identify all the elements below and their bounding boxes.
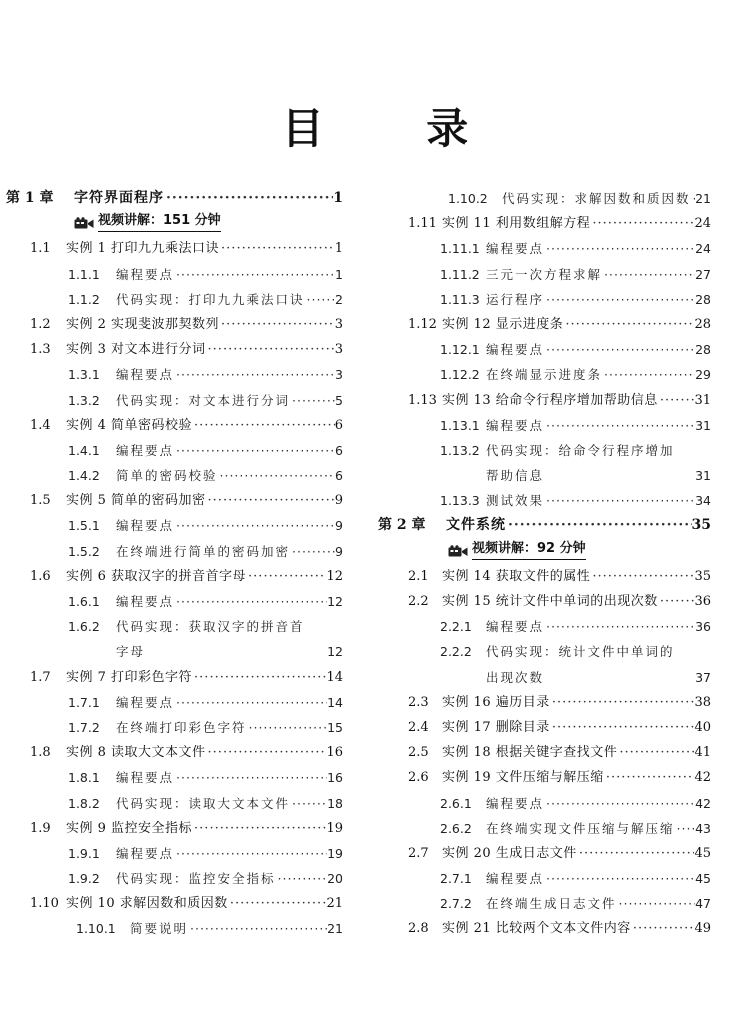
toc-entry-title: 实例 14 获取文件的属性 [442, 568, 591, 584]
toc-entry-number: 2.6 [408, 770, 429, 786]
toc-entry-title: 编程要点 [116, 266, 175, 282]
toc-entry-title: 实例 3 对文本进行分词 [66, 342, 206, 358]
toc-entry-title: 编程要点 [116, 442, 175, 458]
toc-page-number: 1 [333, 190, 343, 206]
toc-dot-leader [164, 186, 333, 211]
toc-subsection-entry[interactable] [378, 791, 711, 816]
toc-page-number: 29 [695, 367, 711, 383]
toc-entry-number: 1.7.2 [68, 719, 100, 735]
toc-entry-title: 实例 9 监控安全指标 [66, 820, 193, 836]
toc-entry-number: 1.11 [408, 216, 437, 232]
toc-entry-title: 编程要点 [116, 367, 175, 383]
toc-section-entry[interactable] [6, 564, 343, 589]
toc-dot-leader [219, 312, 335, 337]
toc-entry-number: 1.11.2 [440, 266, 480, 282]
toc-subsection-entry[interactable] [6, 513, 343, 538]
toc-subsection-entry[interactable] [6, 715, 343, 740]
toc-section-entry[interactable] [6, 665, 343, 690]
video-camera-icon [448, 545, 468, 558]
video-lecture-label: 视频讲解：92 分钟 [472, 539, 586, 560]
toc-page-number: 24 [695, 241, 711, 257]
toc-dot-leader [246, 564, 326, 589]
toc-entry-number: 2.2.1 [440, 619, 472, 635]
toc-dot-leader [276, 866, 328, 891]
toc-entry-number: 1.13.2 [440, 442, 480, 458]
toc-section-entry[interactable] [378, 312, 711, 337]
toc-entry-number: 1.5.2 [68, 543, 100, 559]
toc-page-number: 42 [695, 795, 711, 811]
toc-entry-title: 实例 11 利用数组解方程 [442, 216, 591, 232]
toc-dot-leader [658, 388, 695, 413]
toc-entry-title: 代码实现：给命令行程序增加 [486, 442, 675, 458]
toc-page-number: 43 [695, 820, 711, 836]
toc-subsection-entry[interactable] [378, 186, 711, 211]
toc-page-number: 9 [334, 493, 343, 509]
toc-page-number: 5 [335, 392, 343, 408]
toc-entry-title: 实例 10 求解因数和质因数 [66, 896, 228, 912]
toc-page-number: 3 [334, 342, 343, 358]
toc-page-number: 21 [326, 896, 343, 912]
toc-section-entry[interactable] [6, 891, 343, 916]
toc-dot-leader [675, 816, 696, 841]
video-camera-icon [74, 217, 94, 230]
page-title: 目 录 [281, 104, 513, 153]
toc-dot-leader [290, 791, 327, 816]
toc-dot-leader [604, 765, 695, 790]
toc-entry-number: 1.3.2 [68, 392, 100, 408]
toc-page-number: 18 [327, 795, 343, 811]
toc-entry-number: 2.2 [408, 594, 429, 609]
toc-entry-number: 2.7.2 [440, 896, 472, 912]
toc-dot-leader [145, 639, 327, 664]
toc-entry-number: 1.8.1 [68, 770, 100, 786]
toc-page-number: 6 [334, 417, 343, 433]
toc-entry-number: 2.5 [408, 745, 429, 761]
toc-subsection-entry[interactable] [378, 891, 711, 916]
toc-dot-leader [631, 916, 695, 941]
toc-entry-number: 1.6.1 [68, 594, 100, 609]
video-lecture-label: 视频讲解：151 分钟 [98, 211, 221, 232]
toc-dot-leader [544, 488, 695, 513]
toc-entry-number: 2.6.1 [440, 795, 472, 811]
toc-entry-title: 实例 20 生成日志文件 [442, 845, 577, 861]
toc-dot-leader [218, 463, 336, 488]
toc-entry-number: 2.7.1 [440, 871, 472, 887]
toc-entry-title: 三元一次方程求解 [486, 266, 603, 282]
toc-entry-title: 帮助信息 [486, 468, 545, 484]
toc-entry-number: 1.13.3 [440, 493, 480, 509]
toc-entry-number: 2.4 [408, 719, 429, 735]
toc-dot-leader [174, 438, 335, 463]
toc-entry-title: 实例 12 显示进度条 [442, 316, 564, 332]
toc-subsection-entry[interactable] [378, 463, 711, 488]
toc-entry-number: 1.11.3 [440, 291, 480, 307]
toc-page-number: 37 [695, 669, 711, 685]
toc-entry-title: 文件系统 [446, 517, 506, 534]
toc-entry-number: 2.7 [408, 845, 429, 861]
toc-page-number: 42 [694, 770, 711, 786]
toc-subsection-entry[interactable] [378, 639, 711, 664]
toc-page-number: 14 [327, 694, 343, 710]
toc-page-number: 38 [694, 694, 711, 710]
toc-page-number: 47 [695, 896, 711, 912]
toc-entry-title: 简单的密码校验 [116, 468, 218, 484]
toc-entry-title: 编程要点 [486, 241, 545, 257]
toc-section-entry[interactable] [378, 690, 711, 715]
toc-right-column [378, 186, 711, 942]
toc-entry-title: 实例 19 文件压缩与解压缩 [442, 770, 604, 786]
toc-entry-number: 1.10.1 [76, 921, 116, 937]
toc-page-number: 19 [326, 820, 343, 836]
toc-page-number: 14 [326, 669, 343, 685]
toc-entry-title: 在终端显示进度条 [486, 367, 603, 383]
toc-entry-title: 测试效果 [486, 493, 545, 509]
toc-entry-number: 1.13 [408, 392, 437, 408]
toc-entry-number: 第 1 章 [6, 190, 54, 206]
toc-dot-leader [544, 287, 695, 312]
toc-entry-number: 1.1.1 [68, 266, 100, 282]
toc-left-column [6, 186, 343, 942]
toc-entry-title: 代码实现：统计文件中单词的 [486, 644, 675, 660]
toc-entry-number: 1.4.1 [68, 442, 100, 458]
toc-page-number: 27 [695, 266, 711, 282]
toc-dot-leader [544, 614, 695, 639]
toc-entry-title: 代码实现：获取汉字的拼音首 [116, 619, 305, 635]
toc-dot-leader [544, 337, 695, 362]
toc-entry-number: 1.6 [30, 568, 51, 584]
toc-section-entry[interactable] [378, 564, 711, 589]
toc-dot-leader [506, 513, 692, 538]
toc-dot-leader [247, 715, 328, 740]
toc-subsection-entry[interactable] [6, 690, 343, 715]
toc-section-entry[interactable] [378, 765, 711, 790]
toc-section-entry[interactable] [378, 740, 711, 765]
toc-entry-number: 1.5 [30, 493, 51, 509]
toc-entry-title: 实例 21 比较两个文本文件内容 [442, 921, 631, 937]
toc-entry-number: 1.3 [30, 342, 51, 358]
toc-entry-title: 字符界面程序 [74, 190, 164, 206]
toc-dot-leader [544, 413, 695, 438]
toc-entry-title: 在终端打印彩色字符 [116, 719, 247, 735]
toc-dot-leader [550, 690, 695, 715]
toc-page-number: 36 [695, 619, 711, 635]
toc-entry-title: 实例 16 遍历目录 [442, 694, 550, 710]
toc-page-number: 3 [335, 367, 343, 383]
toc-dot-leader [544, 665, 695, 690]
toc-subsection-entry[interactable] [6, 463, 343, 488]
toc-page-number: 35 [691, 517, 711, 534]
toc-entry-number: 1.7.1 [68, 694, 100, 710]
toc-entry-number: 2.8 [408, 921, 429, 937]
toc-entry-title: 编程要点 [116, 770, 175, 786]
toc-section-entry[interactable] [378, 388, 711, 413]
toc-entry-title: 字母 [116, 644, 146, 660]
toc-subsection-entry[interactable] [6, 589, 343, 614]
toc-dot-leader [174, 362, 335, 387]
toc-section-entry[interactable] [378, 211, 711, 236]
toc-entry-title: 实例 17 删除目录 [442, 719, 550, 735]
toc-entry-number: 1.6.2 [68, 619, 100, 635]
toc-entry-title: 简要说明 [130, 921, 189, 937]
toc-subsection-entry[interactable] [378, 614, 711, 639]
toc-entry-number: 1.13.1 [440, 417, 480, 433]
toc-section-entry[interactable] [378, 841, 711, 866]
toc-section-entry[interactable] [6, 413, 343, 438]
toc-entry-title: 编程要点 [486, 342, 545, 358]
toc-dot-leader [544, 791, 695, 816]
toc-page-number: 16 [326, 745, 343, 761]
toc-entry-number: 1.1.2 [68, 291, 100, 307]
toc-entry-title: 在终端生成日志文件 [486, 896, 617, 912]
toc-entry-number: 1.11.1 [440, 241, 480, 257]
toc-entry-title: 实例 4 简单密码校验 [66, 417, 193, 433]
toc-section-entry[interactable] [378, 916, 711, 941]
toc-section-entry[interactable] [378, 589, 711, 614]
toc-entry-title: 编程要点 [486, 619, 545, 635]
toc-entry-title: 实例 18 根据关键字查找文件 [442, 745, 618, 761]
toc-subsection-entry[interactable] [378, 665, 711, 690]
toc-entry-number: 第 2 章 [378, 517, 426, 534]
toc-page-number: 12 [327, 644, 343, 660]
toc-entry-number: 1.12 [408, 316, 437, 332]
toc-page-number: 45 [695, 871, 711, 887]
toc-dot-leader [544, 866, 695, 891]
toc-subsection-entry[interactable] [6, 639, 343, 664]
toc-entry-number: 1.1 [30, 241, 51, 257]
toc-page-number: 45 [694, 845, 711, 861]
toc-entry-number: 2.2.2 [440, 644, 472, 660]
toc-section-entry[interactable] [6, 236, 343, 261]
toc-entry-number: 1.10.2 [448, 191, 488, 206]
toc-entry-number: 2.6.2 [440, 820, 472, 836]
toc-entry-title: 编程要点 [116, 594, 175, 609]
toc-entry-title: 实例 15 统计文件中单词的出现次数 [442, 594, 658, 609]
toc-entry-title: 编程要点 [486, 871, 545, 887]
toc-entry-title: 代码实现：对文本进行分词 [116, 392, 291, 408]
toc-subsection-entry[interactable] [6, 388, 343, 413]
toc-dot-leader [602, 362, 695, 387]
toc-entry-number: 1.8 [30, 745, 51, 761]
toc-dot-leader [658, 589, 695, 614]
toc-dot-leader [206, 337, 335, 362]
toc-dot-leader [228, 891, 327, 916]
toc-page-number: 35 [694, 568, 711, 584]
toc-dot-leader [174, 765, 327, 790]
toc-entry-number: 1.9.2 [68, 871, 100, 887]
toc-entry-title: 代码实现：打印九九乘法口诀 [116, 291, 305, 307]
toc-entry-title: 代码实现：读取大文本文件 [116, 795, 291, 811]
toc-page-number: 2 [335, 291, 343, 307]
toc-section-entry[interactable] [378, 715, 711, 740]
toc-page-number: 3 [334, 316, 343, 332]
toc-entry-title: 实例 8 读取大文本文件 [66, 745, 206, 761]
video-lecture-row [378, 539, 711, 564]
toc-page-number: 36 [694, 594, 711, 609]
toc-chapter-entry[interactable] [6, 186, 343, 211]
toc-subsection-entry[interactable] [378, 488, 711, 513]
toc-entry-number: 1.3.1 [68, 367, 100, 383]
toc-dot-leader [188, 916, 327, 941]
toc-dot-leader [219, 236, 335, 261]
toc-entry-title: 在终端进行简单的密码加密 [116, 543, 291, 559]
toc-entry-title: 编程要点 [116, 845, 175, 861]
toc-subsection-entry[interactable] [6, 262, 343, 287]
toc-entry-title: 编程要点 [116, 518, 175, 534]
toc-dot-leader [550, 715, 695, 740]
toc-page-number: 1 [334, 241, 343, 257]
toc-page-number: 28 [695, 291, 711, 307]
toc-dot-leader [290, 388, 335, 413]
toc-subsection-entry[interactable] [6, 866, 343, 891]
toc-section-entry[interactable] [6, 816, 343, 841]
toc-page-number: 31 [695, 468, 711, 484]
toc-page-number: 24 [694, 216, 711, 232]
toc-entry-title: 编程要点 [486, 795, 545, 811]
toc-page-number: 16 [327, 770, 343, 786]
toc-page-number: 28 [695, 342, 711, 358]
toc-entry-number: 1.10 [30, 896, 59, 912]
toc-subsection-entry[interactable] [378, 287, 711, 312]
video-lecture-row [6, 211, 343, 236]
toc-page-number: 6 [335, 442, 343, 458]
toc-page-number: 15 [327, 719, 343, 735]
toc-page-number: 1 [335, 266, 343, 282]
toc-entry-title: 代码实现：监控安全指标 [116, 871, 276, 887]
toc-dot-leader [174, 262, 335, 287]
toc-section-entry[interactable] [6, 312, 343, 337]
toc-subsection-entry[interactable] [6, 791, 343, 816]
toc-subsection-entry[interactable] [378, 438, 711, 463]
toc-dot-leader [544, 236, 695, 261]
toc-chapter-entry[interactable] [378, 513, 711, 538]
toc-page-number: 40 [694, 719, 711, 735]
toc-subsection-entry[interactable] [378, 236, 711, 261]
toc-subsection-entry[interactable] [6, 841, 343, 866]
toc-page-number: 49 [694, 921, 711, 937]
toc-page-number: 9 [335, 518, 343, 534]
toc-dot-leader [617, 740, 694, 765]
toc-dot-leader [544, 463, 695, 488]
toc-entry-title: 编程要点 [486, 417, 545, 433]
toc-subsection-entry[interactable] [6, 916, 343, 941]
toc-entry-number: 2.3 [408, 694, 429, 710]
toc-subsection-entry[interactable] [378, 362, 711, 387]
toc-subsection-entry[interactable] [378, 816, 711, 841]
toc-dot-leader [590, 211, 694, 236]
toc-entry-title: 实例 6 获取汉字的拼音首字母 [66, 568, 247, 584]
toc-entry-title: 实例 1 打印九九乘法口诀 [66, 241, 220, 257]
toc-section-entry[interactable] [6, 337, 343, 362]
toc-subsection-entry[interactable] [6, 287, 343, 312]
toc-subsection-entry[interactable] [378, 337, 711, 362]
toc-dot-leader [174, 589, 327, 614]
toc-entry-number: 1.9 [30, 820, 51, 836]
toc-entry-title: 代码实现：求解因数和质因数 [502, 191, 691, 206]
toc-page-number: 21 [695, 191, 711, 206]
toc-page-number: 31 [694, 392, 711, 408]
toc-dot-leader [174, 841, 327, 866]
toc-entry-number: 1.8.2 [68, 795, 100, 811]
toc-entry-number: 1.9.1 [68, 845, 100, 861]
toc-entry-title: 实例 13 给命令行程序增加帮助信息 [442, 392, 658, 408]
toc-dot-leader [563, 312, 694, 337]
toc-entry-title: 实例 5 简单的密码加密 [66, 493, 206, 509]
toc-dot-leader [174, 513, 335, 538]
toc-dot-leader [206, 740, 327, 765]
toc-subsection-entry[interactable] [378, 866, 711, 891]
toc-subsection-entry[interactable] [6, 539, 343, 564]
toc-page-number: 6 [335, 468, 343, 484]
toc-page-number: 19 [327, 845, 343, 861]
toc-page-number: 9 [335, 543, 343, 559]
toc-section-entry[interactable] [6, 488, 343, 513]
toc-dot-leader [192, 816, 326, 841]
toc-entry-number: 1.7 [30, 669, 51, 685]
toc-page-number: 12 [326, 568, 343, 584]
toc-dot-leader [617, 891, 696, 916]
toc-entry-title: 实例 2 实现斐波那契数列 [66, 316, 220, 332]
toc-page-number: 28 [694, 316, 711, 332]
toc-dot-leader [602, 262, 695, 287]
toc-entry-number: 2.1 [408, 568, 429, 584]
toc-subsection-entry[interactable] [6, 438, 343, 463]
toc-entry-title: 编程要点 [116, 694, 175, 710]
toc-dot-leader [174, 690, 327, 715]
toc-subsection-entry[interactable] [6, 362, 343, 387]
toc-subsection-entry[interactable] [378, 262, 711, 287]
toc-entry-number: 1.12.2 [440, 367, 480, 383]
toc-page-number: 41 [694, 745, 711, 761]
toc-subsection-entry[interactable] [6, 614, 343, 639]
toc-dot-leader [206, 488, 335, 513]
toc-page-number: 34 [695, 493, 711, 509]
toc-section-entry[interactable] [6, 740, 343, 765]
toc-dot-leader [290, 539, 335, 564]
toc-dot-leader [192, 665, 326, 690]
toc-page-number: 21 [327, 921, 343, 937]
toc-entry-title: 实例 7 打印彩色字符 [66, 669, 193, 685]
toc-dot-leader [577, 841, 695, 866]
toc-subsection-entry[interactable] [6, 765, 343, 790]
toc-entry-number: 1.5.1 [68, 518, 100, 534]
toc-entry-title: 出现次数 [486, 669, 545, 685]
toc-dot-leader [305, 287, 336, 312]
toc-dot-leader [192, 413, 335, 438]
toc-entry-number: 1.4.2 [68, 468, 100, 484]
toc-entry-number: 1.4 [30, 417, 51, 433]
toc-dot-leader [590, 564, 694, 589]
toc-entry-title: 在终端实现文件压缩与解压缩 [486, 820, 675, 836]
toc-entry-title: 运行程序 [486, 291, 545, 307]
toc-page-number: 20 [327, 871, 343, 887]
toc-subsection-entry[interactable] [378, 413, 711, 438]
toc-page-number: 31 [695, 417, 711, 433]
toc-entry-number: 1.12.1 [440, 342, 480, 358]
toc-entry-number: 1.2 [30, 316, 51, 332]
toc-page-number: 12 [327, 594, 343, 609]
